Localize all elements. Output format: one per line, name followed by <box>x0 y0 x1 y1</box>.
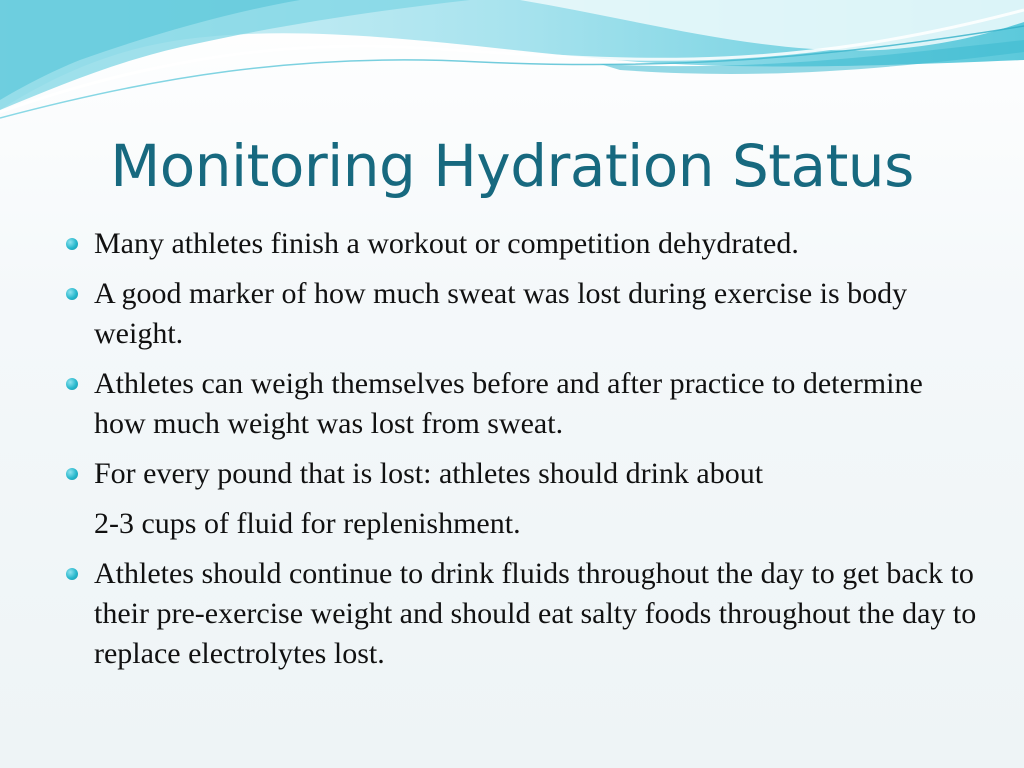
bullet-item <box>58 224 978 264</box>
bullet-icon <box>66 378 78 390</box>
bullet-icon <box>66 288 78 300</box>
bullet-text: Athletes can weigh themselves before and after practice to determine how much weight was lost from sweat. <box>94 367 923 440</box>
bullet-list <box>58 224 978 684</box>
bullet-text: For every pound that is lost: athletes should drink about <box>94 457 764 490</box>
bullet-text: A good marker of how much sweat was lost during exercise is body weight. <box>94 277 908 350</box>
header-wave-decoration <box>0 0 1024 130</box>
bullet-icon <box>66 238 78 250</box>
bullet-icon <box>66 568 78 580</box>
bullet-text: Athletes should continue to drink fluids throughout the day to get back to their pre-exercise weight and should eat salty foods throughout the day to replace electrolytes lost. <box>94 557 977 670</box>
bullet-text: Many athletes finish a workout or competition dehydrated. <box>94 227 799 260</box>
bullet-item <box>58 454 978 544</box>
bullet-item <box>58 554 978 674</box>
bullet-continuation-text: 2-3 cups of fluid for replenishment. <box>94 507 521 540</box>
slide-title: Monitoring Hydration Status <box>110 132 914 200</box>
bullet-icon <box>66 468 78 480</box>
bullet-item <box>58 364 978 444</box>
bullet-item <box>58 274 978 354</box>
